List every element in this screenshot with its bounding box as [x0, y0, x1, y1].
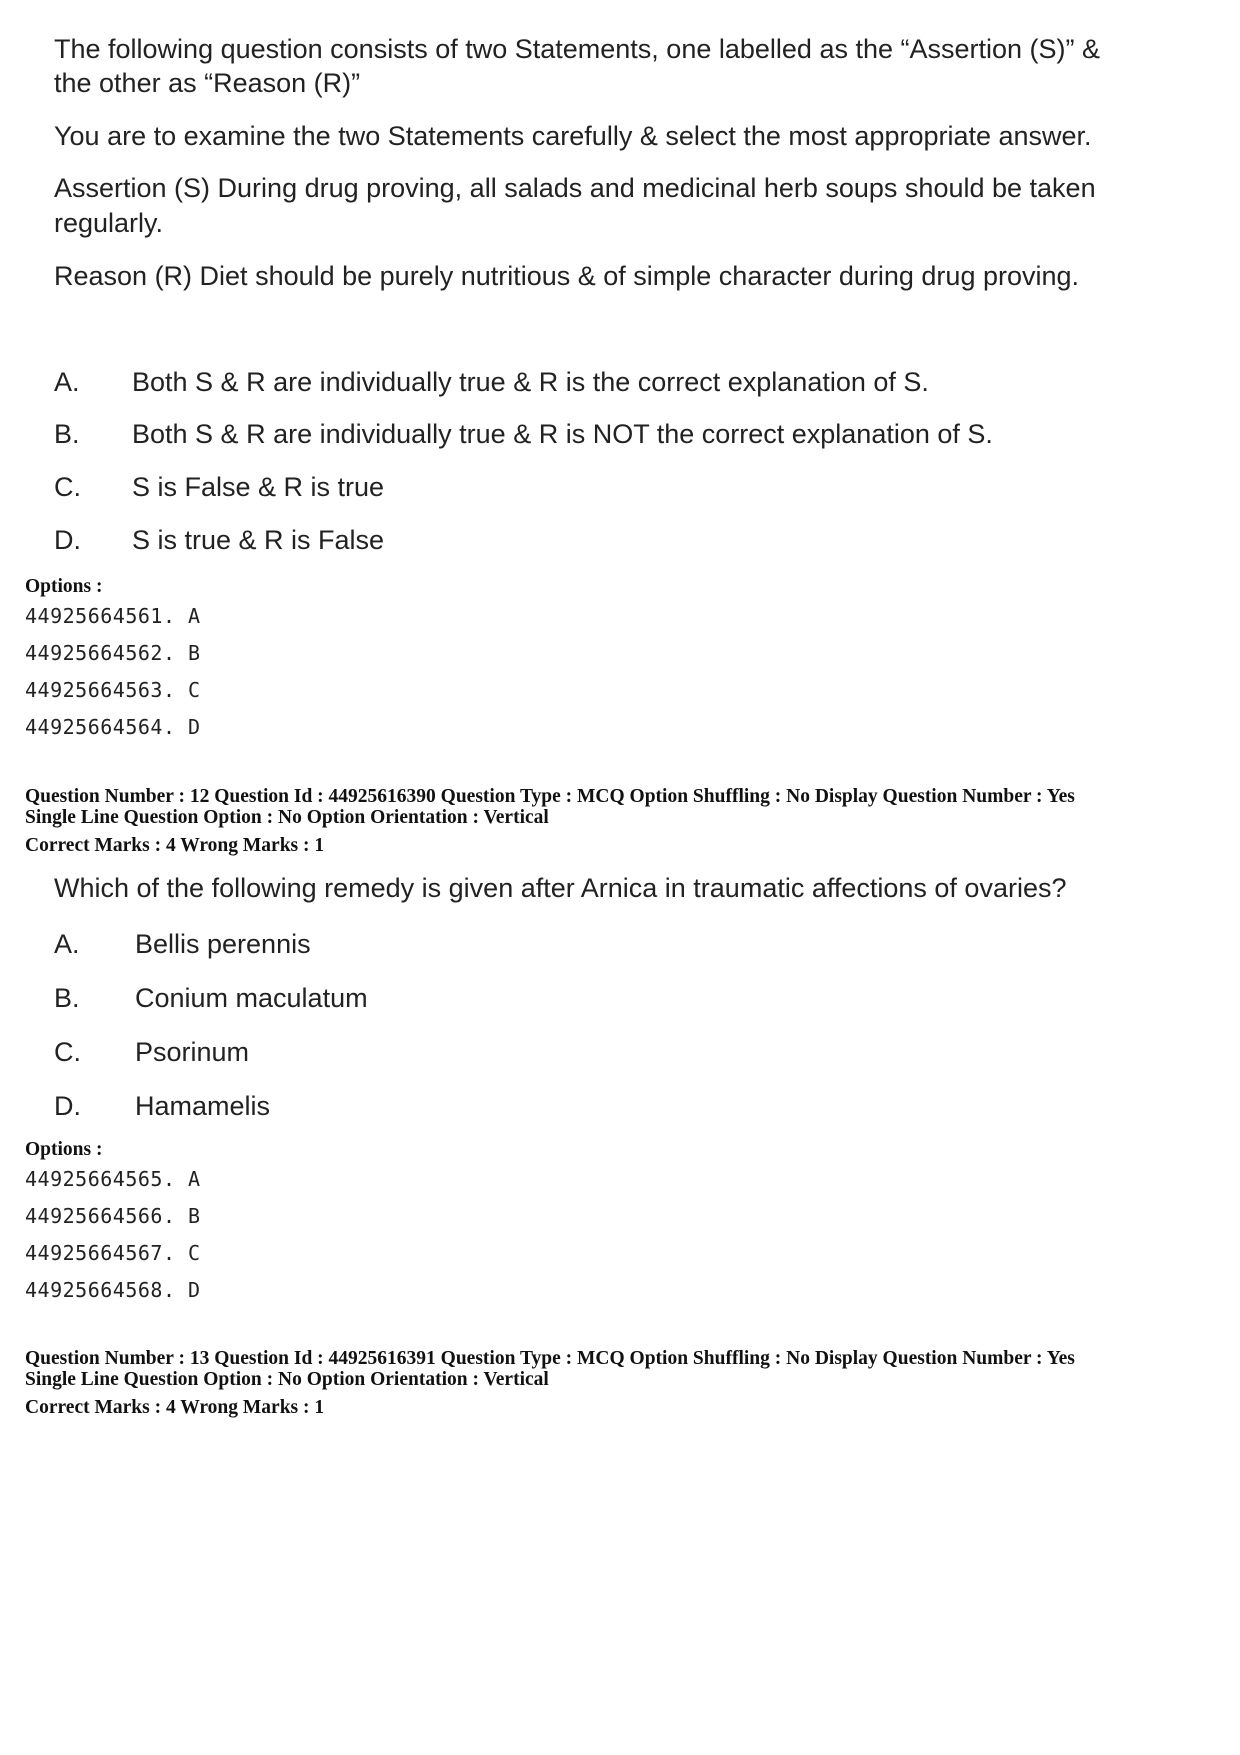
- q11-intro-line1: The following question consists of two Statements, one labelled as the “Assertion (S)” &: [54, 34, 1101, 64]
- q12-choice-c-letter: C.: [54, 1037, 81, 1067]
- q11-choice-b-letter: B.: [54, 419, 80, 449]
- q12-choice-b-letter: B.: [54, 983, 80, 1013]
- q12-choice-b-text: Conium maculatum: [135, 983, 368, 1013]
- q12-option-id: 44925664565. A: [25, 1167, 201, 1191]
- q11-choice-a-letter: A.: [54, 367, 80, 397]
- q11-choice-a-text: Both S & R are individually true & R is the correct explanation of S.: [132, 367, 929, 397]
- q12-option-id: 44925664567. C: [25, 1241, 201, 1265]
- q11-choice-c-letter: C.: [54, 472, 81, 502]
- q12-meta-line2: Single Line Question Option : No Option Orientation : Vertical: [25, 807, 549, 828]
- q11-instruction: You are to examine the two Statements carefully & select the most appropriate answer.: [54, 121, 1092, 151]
- q12-choice-a-text: Bellis perennis: [135, 929, 311, 959]
- q12-options-label: Options :: [25, 1139, 103, 1160]
- q11-assertion-line1: Assertion (S) During drug proving, all salads and medicinal herb soups should be taken: [54, 173, 1096, 203]
- q11-option-id: 44925664561. A: [25, 604, 201, 628]
- q11-choice-d-letter: D.: [54, 525, 81, 555]
- q11-choice-d-text: S is true & R is False: [132, 525, 385, 555]
- q11-option-id: 44925664562. B: [25, 641, 201, 665]
- q11-choice-b-text: Both S & R are individually true & R is NOT the correct explanation of S.: [132, 419, 993, 449]
- q12-option-id: 44925664568. D: [25, 1278, 201, 1302]
- q12-marks: Correct Marks : 4 Wrong Marks : 1: [25, 835, 325, 856]
- q13-marks: Correct Marks : 4 Wrong Marks : 1: [25, 1397, 325, 1418]
- q12-choice-d-text: Hamamelis: [135, 1091, 271, 1121]
- q12-meta-line1: Question Number : 12 Question Id : 44925616390 Question Type : MCQ Option Shuffling : No Display Question Number : Yes: [25, 786, 1075, 807]
- q13-meta-line1: Question Number : 13 Question Id : 44925616391 Question Type : MCQ Option Shuffling : No Display Question Number : Yes: [25, 1348, 1075, 1369]
- q11-intro-line2: the other as “Reason (R)”: [54, 68, 361, 98]
- q13-meta-line2: Single Line Question Option : No Option Orientation : Vertical: [25, 1369, 549, 1390]
- q12-choice-d-letter: D.: [54, 1091, 81, 1121]
- q12-choice-a-letter: A.: [54, 929, 80, 959]
- q11-assertion-line2: regularly.: [54, 208, 164, 238]
- q12-choice-c-text: Psorinum: [135, 1037, 250, 1067]
- q12-question-text: Which of the following remedy is given after Arnica in traumatic affections of ovaries?: [54, 873, 1067, 903]
- q12-option-id: 44925664566. B: [25, 1204, 201, 1228]
- q11-choice-c-text: S is False & R is true: [132, 472, 385, 502]
- q11-option-id: 44925664564. D: [25, 715, 201, 739]
- q11-options-label: Options :: [25, 576, 103, 597]
- q11-option-id: 44925664563. C: [25, 678, 201, 702]
- q11-reason: Reason (R) Diet should be purely nutritious & of simple character during drug proving.: [54, 261, 1080, 291]
